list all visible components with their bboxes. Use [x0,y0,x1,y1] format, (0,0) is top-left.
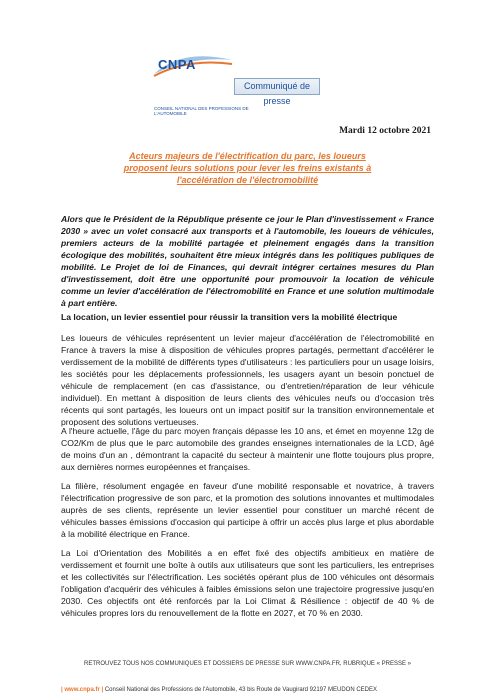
body-paragraph-2: A l'heure actuelle, l'âge du parc moyen français dépasse les 10 ans, et émet en moyenne 12g de CO2/Km de plus que le parc automobile des grandes enseignes internationales de la LCD, âgé de moins d'un an , démontrant la capacité du secteur à maintenir une flotte toujours plus propre, aux dernières normes européennes et françaises. [61,426,434,472]
body-paragraph-4: La Loi d'Orientation des Mobilités a en effet fixé des objectifs ambitieux en matière de verdissement et fournit une boîte à outils aux utilisateurs que sont les particuliers, les entreprises et les collectivités sur l'électrification. Les sociétés opérant plus de 100 véhicules ont désormais l'obligation d'acquérir des véhicules à faibles émissions selon une trajectoire progressive jusqu'en 2030. Ces objectifs ont été renforcés par la Loi Climat & Résilience : objectif de 40 % de véhicules propres lors du renouvellement de la flotte en 2027, et 70 % en 2030. [61,548,434,618]
footer-address-line [61,687,377,693]
footer-address: Conseil National des Professions de l'Automobile, 43 bis Route de Vaugirard 92197 MEUDON CEDEX [104,687,378,693]
release-date: Mardi 12 octobre 2021 [339,126,431,136]
logo-text: CNPA [158,57,196,72]
body-paragraph-3: La filière, résolument engagée en faveur d'une mobilité responsable et novatrice, à travers l'électrification progressive de son parc, et la promotion des solutions innovantes et multimodales auprès de ses clients, représente un levier essentiel pour constituer un marché récent de véhicules basses émissions d'occasion qui participe à offrir un accès plus large et plus abordable à la mobilité électrique en France. [61,481,434,539]
section-heading: La location, un levier essentiel pour réussir la transition vers la mobilité électrique [61,312,398,322]
footer-divider: | [61,687,63,693]
press-release-badge: Communiqué de presse [234,78,320,95]
footer-url[interactable]: www.cnpa.fr [64,687,100,693]
logo-subtitle: CONSEIL NATIONAL DES PROFESSIONS DE L'AUTOMOBILE [154,106,249,117]
footer-divider: | [101,687,104,693]
release-title: Acteurs majeurs de l'électrification du parc, les loueurs proposent leurs solutions pour lever les freins existants à l'accélération de l'électromobilité [123,151,372,185]
footer-press-link[interactable]: RETROUVEZ TOUS NOS COMMUNIQUES ET DOSSIERS DE PRESSE SUR WWW.CNPA.FR, RUBRIQUE « PRESSE » [84,661,411,667]
body-paragraph-1: Les loueurs de véhicules représentent un levier majeur d'accélération de l'électromobilité en France à travers la mise à disposition de véhicules propres partagés, permettant d'accélérer le verdissement de la mobilité de différents types d'utilisateurs : les particuliers pour un usage loisirs, les sociétés pour les déplacements professionnels, les usagers ayant un besoin ponctuel de véhicule de remplacement (en cas d'assistance, ou d'entretien/réparation de leur véhicule individuel). En mettant à disposition de leurs clients des véhicules neufs ou d'occasion très récents qui sont partagés, les loueurs ont un impact positif sur la transition environnementale et proposent des solutions vertueuses. [61,333,434,427]
intro-paragraph: Alors que le Président de la République présente ce jour le Plan d'investissement « France 2030 » avec un volet consacré aux transports et à l'automobile, les loueurs de véhicules, premiers acteurs de la mobilité partagée et pleinement engagés dans la transition écologique des mobilités, souhaitent être mieux intégrés dans les politiques publiques de mobilité. Le Projet de loi de Finances, qui devrait intégrer certaines mesures du Plan d'investissement, doit être une opportunité pour promouvoir la location de véhicule comme un levier d'accélération de l'électromobilité en France et une solution multimodale à part entière. [61,214,434,308]
